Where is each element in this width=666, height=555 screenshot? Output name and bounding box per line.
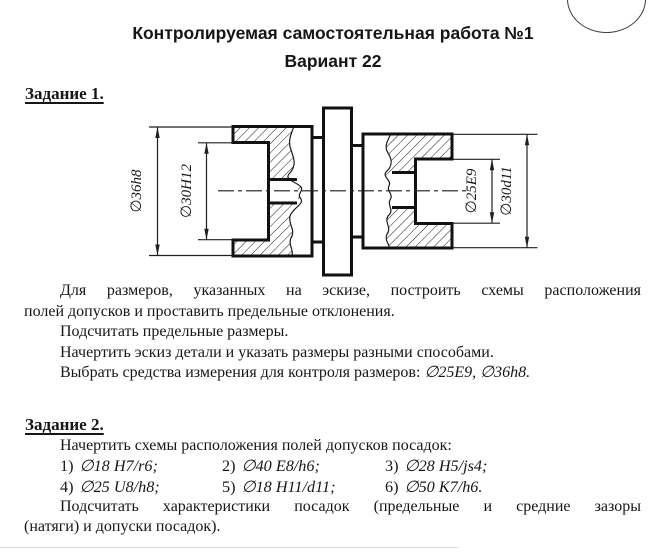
fit-item-5	[222, 477, 335, 497]
right-part-center-hole	[390, 173, 416, 208]
left-neck	[312, 138, 323, 243]
task1-paragraph-line1: Для размеров, указанных на эскизе, построить схемы расположения	[60, 282, 641, 299]
page-title: Контролируемая самостоятельная работа №1	[132, 23, 534, 43]
scan-artifact-line	[0, 547, 458, 548]
fit-number: 3)	[385, 457, 399, 475]
task1-paragraph-line2: полей допусков и проставить предельные отклонения.	[24, 302, 395, 320]
task2-outro-line1: Подсчитать характеристики посадок (предельные и средние зазоры	[60, 497, 641, 515]
task1-paragraph-2: Подсчитать предельные размеры.	[60, 323, 289, 341]
task1-paragraph-3: Начертить эскиз детали и указать размеры разными способами.	[60, 343, 494, 361]
part-sketch-drawing	[0, 100, 666, 285]
fit-value: ∅40 E8/h6;	[241, 457, 320, 475]
fit-value: ∅18 H11/d11;	[241, 477, 336, 496]
task1-measure-sizes: ∅25E9, ∅36h8.	[424, 364, 531, 382]
task2-intro: Начертить схемы расположения полей допусков посадок:	[60, 437, 452, 454]
task1-paragraph-4	[24, 363, 641, 384]
task1-text-block	[24, 281, 641, 384]
task2-heading: Задание 2.	[25, 415, 104, 434]
fit-value: ∅50 K7/h6.	[404, 477, 483, 496]
dim-label-30d11: ∅30d11	[499, 166, 515, 216]
dim-label-30H12: ∅30H12	[179, 164, 195, 218]
fit-item-3	[385, 456, 487, 476]
fit-number: 2)	[222, 457, 236, 475]
fit-number: 6)	[385, 477, 399, 496]
fit-value: ∅18 H7/r6;	[79, 457, 158, 475]
fit-number: 1)	[60, 457, 74, 475]
dim-label-36h8: ∅36h8	[129, 169, 145, 213]
fit-value: ∅25 U8/h8;	[79, 477, 160, 496]
dim-label-25E9: ∅25E9	[464, 168, 480, 214]
variant-subtitle: Вариант 22	[284, 51, 382, 71]
fit-item-1	[60, 456, 158, 476]
fit-number: 5)	[222, 477, 236, 496]
fit-item-2	[222, 456, 320, 476]
task1-heading: Задание 1.	[25, 84, 104, 103]
fit-value: ∅28 H5/js4;	[404, 457, 488, 475]
fit-item-6	[385, 477, 482, 497]
center-flange	[324, 108, 352, 275]
task1-paragraph-4-text: Выбрать средства измерения для контроля размеров:	[60, 364, 425, 382]
task2-outro-line2: (натяги) и допуски посадок).	[24, 518, 221, 536]
fit-number: 4)	[60, 477, 74, 496]
fit-item-4	[60, 477, 160, 497]
task2-outro-block	[24, 497, 641, 539]
